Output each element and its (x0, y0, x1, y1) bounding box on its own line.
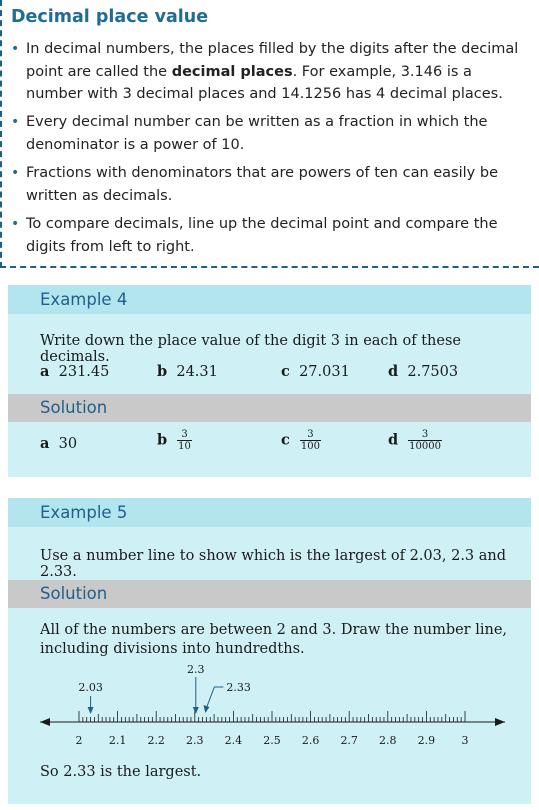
fraction (300, 429, 321, 452)
example-4-answer-d (388, 429, 442, 452)
part-label: a (40, 363, 50, 380)
part-label: d (388, 363, 399, 380)
marker-arrow-head (193, 707, 199, 714)
bullet-icon: • (11, 216, 20, 232)
tick-label: 2.7 (340, 734, 358, 747)
example-4-panel (8, 285, 531, 477)
example-4-answer-a (40, 435, 77, 452)
number-line-left-arrow (40, 718, 50, 726)
key-points-box (0, 0, 539, 268)
key-point-1 (11, 38, 531, 106)
tick-label: 2.1 (108, 734, 127, 747)
number-line-tick-labels (76, 734, 469, 747)
example-5-conclusion: So 2.33 is the largest. (40, 764, 202, 780)
answer-label: b (157, 431, 168, 449)
key-point-4-text: To compare decimals, line up the decimal point and compare the digits from left to right. (26, 216, 498, 255)
part-label: b (157, 363, 168, 380)
example-4-answer-c (281, 429, 321, 452)
marker-label: 2.33 (226, 681, 251, 694)
tick-label: 2.4 (224, 734, 243, 747)
key-points-title: Decimal place value (11, 7, 209, 27)
example-5-solution-heading: Solution (8, 580, 531, 608)
denominator: 100 (300, 441, 320, 452)
tick-label: 2.2 (147, 734, 165, 747)
example-5-panel (8, 498, 531, 804)
tick-label: 3 (461, 734, 469, 747)
key-point-4 (11, 213, 531, 258)
answer-label: d (388, 431, 399, 449)
numerator: 3 (307, 429, 314, 440)
denominator: 10 (178, 441, 191, 452)
tick-label: 2.9 (417, 734, 436, 747)
answer-value: 30 (58, 436, 78, 452)
part-value: 24.31 (176, 364, 218, 380)
key-point-1-text-end: . For example, 3.146 is a number with 3 decimal places and 14.1256 has 4 decimal places. (26, 63, 503, 102)
answer-label: a (40, 435, 50, 452)
tick-label: 2.5 (263, 734, 281, 747)
number-line-markers (78, 663, 251, 714)
example-4-part-d (388, 363, 458, 380)
key-point-3 (11, 162, 531, 207)
example-5-heading: Example 5 (8, 498, 531, 527)
marker-arrow-shaft (206, 687, 223, 708)
example-4-part-a (40, 363, 109, 380)
numerator: 3 (421, 429, 429, 440)
key-point-2-text: Every decimal number can be written as a fraction in which the denominator is a power of 10. (26, 114, 488, 153)
example-4-answer-b (157, 429, 192, 452)
tick-label: 2 (75, 734, 83, 747)
part-label: c (281, 363, 290, 380)
example-4-part-b (157, 363, 218, 380)
marker-arrow-head (88, 707, 94, 714)
numerator: 3 (181, 429, 188, 440)
part-value: 27.031 (299, 364, 350, 380)
example-4-heading: Example 4 (8, 285, 531, 314)
marker-label: 2.03 (78, 681, 103, 694)
denominator: 10000 (409, 441, 441, 452)
number-line (8, 658, 531, 756)
example-5-question: Use a number line to show which is the largest of 2.03, 2.3 and 2.33. (40, 548, 507, 580)
fraction (408, 429, 442, 452)
bullet-icon: • (11, 114, 20, 130)
example-5-solution-line-1: All of the numbers are between 2 and 3. Draw the number line, (40, 622, 508, 638)
tick-label: 2.8 (379, 734, 397, 747)
part-value: 231.45 (58, 364, 110, 380)
key-point-3-text: Fractions with denominators that are powers of ten can easily be written as decimals. (26, 165, 498, 204)
example-4-question: Write down the place value of the digit 3 in each of these decimals. (40, 333, 461, 365)
example-4-part-c (281, 363, 350, 380)
marker-arrow-head (203, 705, 209, 713)
key-point-1-text: In decimal numbers, the places filled by the digits after the decimal point are called the (26, 41, 519, 80)
example-4-solution-heading: Solution (8, 394, 531, 422)
part-value: 2.7503 (407, 364, 459, 380)
bullet-icon: • (11, 41, 20, 57)
key-point-1-term: decimal places (171, 63, 293, 80)
bullet-icon: • (11, 165, 20, 181)
tick-label: 2.3 (186, 734, 204, 747)
number-line-ticks (79, 711, 465, 722)
marker-label: 2.3 (187, 663, 205, 676)
number-line-right-arrow (495, 718, 505, 726)
fraction (177, 429, 192, 452)
answer-label: c (281, 431, 290, 449)
tick-label: 2.6 (301, 734, 320, 747)
key-point-2 (11, 111, 531, 156)
example-5-solution-line-2: including divisions into hundredths. (40, 641, 305, 657)
